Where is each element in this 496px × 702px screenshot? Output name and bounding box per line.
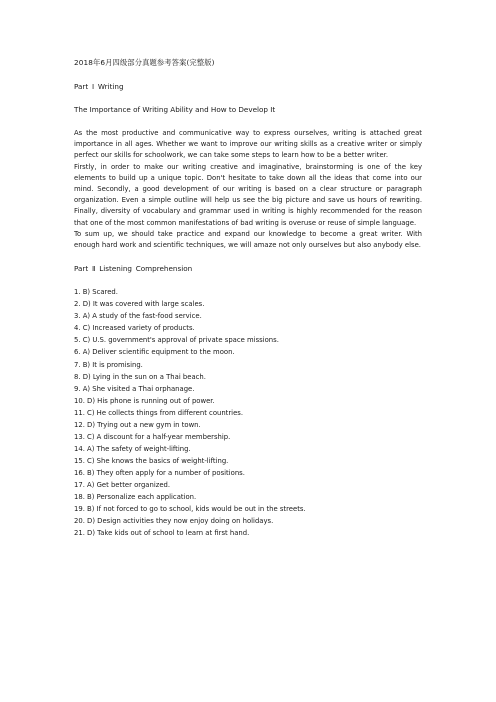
answer-item: 18. B) Personalize each application. — [74, 493, 197, 502]
answer-item: 6. A) Deliver scientific equipment to the moon. — [74, 348, 235, 357]
document-title: 2018年6月四级部分真题参考答案(完整版) — [74, 58, 215, 67]
answer-item: 5. C) U.S. government's approval of private space missions. — [74, 336, 279, 345]
answer-item: 8. D) Lying in the sun on a Thai beach. — [74, 372, 206, 381]
essay-paragraph: Firstly, in order to make our writing creative and imaginative, brainstorming is one of the key elements to build up a unique topic. Don't hesitate to take down all the ideas that come into our mind. Secondly, a good development of our writing is based on a clear structure or paragraph organization. Even a simple outline will help us see the big picture and save us hours of rewriting. Finally, diversity of vocabulary and grammar used in writing is highly recommended for the reason that one of the most common manifestations of bad writing is overuse or reuse of simple language. — [74, 162, 422, 227]
answer-item: 21. D) Take kids out of school to learn at first hand. — [74, 529, 250, 538]
answer-item: 4. C) Increased variety of products. — [74, 324, 195, 333]
part-1-heading: Part Ⅰ Writing — [74, 82, 124, 91]
essay-body — [74, 128, 422, 251]
answer-item: 16. B) They often apply for a number of positions. — [74, 468, 245, 477]
answer-item: 14. A) The safety of weight-lifting. — [74, 444, 191, 453]
answer-item: 1. B) Scared. — [74, 288, 118, 297]
essay-paragraph: As the most productive and communicative way to express ourselves, writing is attached great importance in all ages. Whether we want to improve our writing skills as a creative writer or simply perfect our skills for schoolwork, we can take some steps to learn how to be a better writer. — [74, 129, 422, 160]
part-2-heading: Part Ⅱ Listening Comprehension — [74, 264, 193, 274]
answer-item: 9. A) She visited a Thai orphanage. — [74, 384, 195, 393]
essay-paragraph: To sum up, we should take practice and expand our knowledge to become a great writer. With enough hard work and scientific techniques, we will amaze not only ourselves but also anybody else. — [74, 229, 422, 250]
answer-item: 10. D) His phone is running out of power. — [74, 396, 215, 405]
answer-list — [74, 286, 422, 539]
answer-item: 19. B) If not forced to go to school, kids would be out in the streets. — [74, 505, 306, 514]
answer-item: 13. C) A discount for a half-year membership. — [74, 432, 231, 441]
answer-item: 17. A) Get better organized. — [74, 480, 171, 489]
answer-item: 3. A) A study of the fast-food service. — [74, 312, 202, 321]
answer-item: 11. C) He collects things from different countries. — [74, 408, 244, 417]
answer-item: 7. B) It is promising. — [74, 360, 143, 369]
answer-item: 12. D) Trying out a new gym in town. — [74, 420, 201, 429]
answer-item: 15. C) She knows the basics of weight-lifting. — [74, 456, 229, 465]
essay-title: The Importance of Writing Ability and How to Develop It — [74, 105, 276, 114]
answer-item: 20. D) Design activities they now enjoy doing on holidays. — [74, 517, 274, 526]
answer-item: 2. D) It was covered with large scales. — [74, 300, 205, 309]
